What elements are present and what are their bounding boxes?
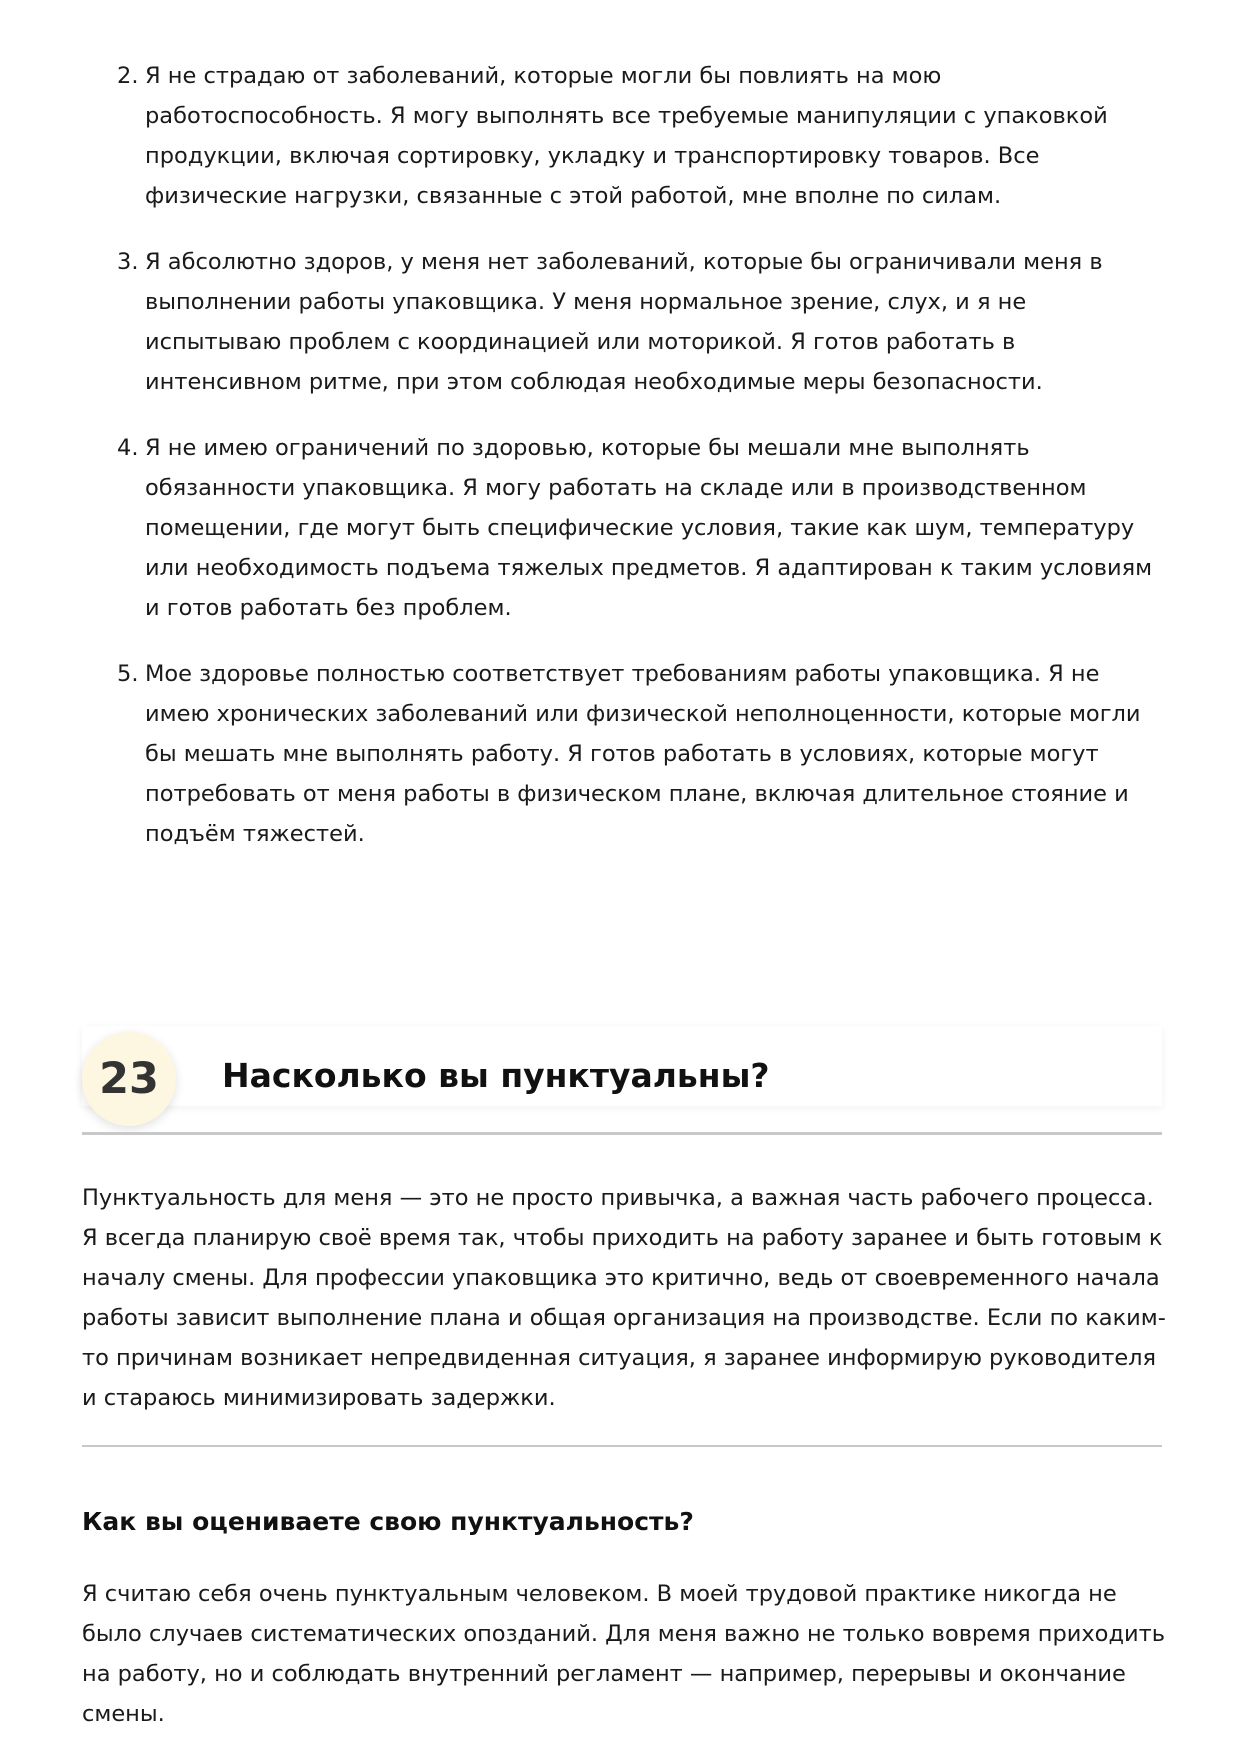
- section-number-badge: 23: [82, 1032, 176, 1126]
- list-item-number: 5.: [117, 661, 139, 687]
- list-item: [113, 428, 1163, 628]
- list-item: [113, 654, 1163, 854]
- list-item-number: 4.: [117, 435, 139, 461]
- section-title: Насколько вы пунктуальны?: [222, 1056, 770, 1095]
- section-header-underline: [82, 1132, 1162, 1135]
- section-divider: [82, 1445, 1162, 1447]
- list-item-text: Мое здоровье полностью соответствует требованиям работы упаковщика. Я не имею хронических заболеваний или физической неполноценности, которые могли бы мешать мне выполнять работу. Я готов работать в условиях, которые могут потребовать от меня работы в физическом плане, включая длительное стояние и подъём тяжестей.: [145, 661, 1141, 847]
- list-item: [113, 56, 1163, 216]
- list-item-text: Я не страдаю от заболеваний, которые могли бы повлиять на мою работоспособность. Я могу выполнять все требуемые манипуляции с упаковкой продукции, включая сортировку, укладку и транспортировку товаров. Все физические нагрузки, связанные с этой работой, мне вполне по силам.: [145, 63, 1108, 209]
- list-item-number: 2.: [117, 63, 139, 89]
- list-item: [113, 242, 1163, 402]
- subsection-heading: Как вы оцениваете свою пунктуальность?: [82, 1507, 694, 1536]
- section-paragraph: Пунктуальность для меня — это не просто привычка, а важная часть рабочего процесса. Я всегда планирую своё время так, чтобы приходить на работу заранее и быть готовым к началу смены. Для профессии упаковщика это критично, ведь от своевременного начала работы зависит выполнение плана и общая организация на производстве. Если по каким-то причинам возникает непредвиденная ситуация, я заранее информирую руководителя и стараюсь минимизировать задержки.: [82, 1185, 1166, 1411]
- subsection-paragraph: Я считаю себя очень пунктуальным человеком. В моей трудовой практике никогда не было случаев систематических опозданий. Для меня важно не только вовремя приходить на работу, но и соблюдать внутренний регламент — например, перерывы и окончание смены.: [82, 1581, 1165, 1727]
- health-answers-list: [113, 56, 1163, 880]
- list-item-text: Я не имею ограничений по здоровью, которые бы мешали мне выполнять обязанности упаковщика. Я могу работать на складе или в производственном помещении, где могут быть специфические условия, такие как шум, температуру или необходимость подъема тяжелых предметов. Я адаптирован к таким условиям и готов работать без проблем.: [145, 435, 1153, 621]
- list-item-number: 3.: [117, 249, 139, 275]
- section-header: [82, 1018, 1162, 1118]
- list-item-text: Я абсолютно здоров, у меня нет заболеваний, которые бы ограничивали меня в выполнении работы упаковщика. У меня нормальное зрение, слух, и я не испытываю проблем с координацией или моторикой. Я готов работать в интенсивном ритме, при этом соблюдая необходимые меры безопасности.: [145, 249, 1103, 395]
